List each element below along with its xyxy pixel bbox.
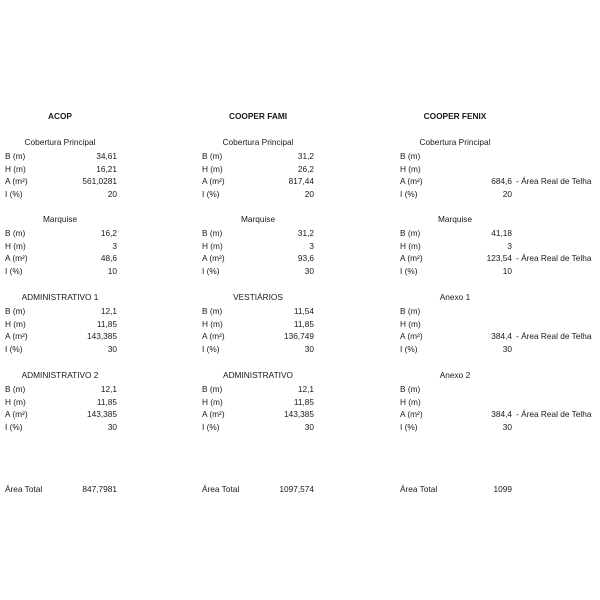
acop-row-label: H (m): [5, 163, 26, 174]
cooper-fenix-row-label: B (m): [400, 150, 421, 161]
cooper-fami-row-label: H (m): [202, 318, 223, 329]
acop-row-value: 143,385: [87, 409, 117, 420]
cooper-fenix-row-label: B (m): [400, 305, 421, 316]
cooper-fenix-title: COOPER FENIX: [423, 111, 487, 121]
cooper-fenix-area-note: - Área Real de Telha: [516, 253, 592, 264]
acop-section-heading: Cobertura Principal: [24, 137, 96, 147]
acop-row-label: I (%): [5, 344, 23, 355]
acop-row-label: B (m): [5, 227, 26, 238]
cooper-fami-row-label: A (m²): [202, 176, 225, 187]
cooper-fenix-row-value: 41,18: [491, 227, 512, 238]
cooper-fami-row-value: 26,2: [297, 163, 314, 174]
acop-row-label: I (%): [5, 189, 23, 200]
cooper-fami-row-label: I (%): [202, 422, 220, 433]
acop-row-value: 11,85: [96, 396, 117, 407]
cooper-fami-row-label: B (m): [202, 305, 223, 316]
cooper-fenix-section-heading: Anexo 2: [439, 370, 471, 380]
cooper-fenix-row-value: 3: [507, 240, 512, 251]
acop-row-label: I (%): [5, 266, 23, 277]
cooper-fami-row-value: 31,2: [297, 150, 314, 161]
cooper-fenix-row-label: H (m): [400, 318, 421, 329]
acop-row-label: A (m²): [5, 409, 28, 420]
acop-row-label: A (m²): [5, 253, 28, 264]
cooper-fami-row-label: I (%): [202, 189, 220, 200]
cooper-fami-row-label: A (m²): [202, 253, 225, 264]
cooper-fami-row-value: 30: [304, 422, 314, 433]
cooper-fenix-section-heading: Marquise: [437, 214, 473, 224]
cooper-fenix-row-value: 384,4: [491, 331, 512, 342]
cooper-fenix-total-value: 1099: [493, 484, 512, 494]
acop-row-value: 30: [107, 422, 117, 433]
acop-section-heading: ADMINISTRATIVO 2: [21, 370, 99, 380]
acop-row-value: 12,1: [100, 305, 117, 316]
cooper-fenix-section-heading: Cobertura Principal: [419, 137, 491, 147]
cooper-fenix-row-label: A (m²): [400, 176, 423, 187]
cooper-fami-row-label: A (m²): [202, 331, 225, 342]
cooper-fami-row-value: 817,44: [288, 176, 314, 187]
cooper-fami-row-value: 11,85: [293, 318, 314, 329]
cooper-fami-row-label: B (m): [202, 227, 223, 238]
acop-row-label: H (m): [5, 318, 26, 329]
cooper-fami-row-label: I (%): [202, 266, 220, 277]
cooper-fenix-row-value: 123,54: [486, 253, 512, 264]
cooper-fenix-row-label: B (m): [400, 227, 421, 238]
cooper-fenix-section-heading: Anexo 1: [439, 292, 471, 302]
cooper-fami-row-label: H (m): [202, 396, 223, 407]
cooper-fenix-row-label: H (m): [400, 163, 421, 174]
cooper-fami-row-value: 30: [304, 344, 314, 355]
cooper-fami-row-value: 11,54: [293, 305, 314, 316]
cooper-fami-total-label: Área Total: [202, 484, 240, 494]
cooper-fenix-area-note: - Área Real de Telha: [516, 409, 592, 420]
acop-row-value: 561,0281: [82, 176, 117, 187]
acop-row-value: 3: [112, 240, 117, 251]
cooper-fami-row-value: 12,1: [297, 383, 314, 394]
cooper-fenix-row-value: 10: [502, 266, 512, 277]
acop-total-label: Área Total: [5, 484, 43, 494]
cooper-fenix-row-label: B (m): [400, 383, 421, 394]
cooper-fenix-row-label: H (m): [400, 396, 421, 407]
acop-row-label: A (m²): [5, 176, 28, 187]
cooper-fami-section-heading: ADMINISTRATIVO: [223, 370, 293, 380]
cooper-fenix-area-note: - Área Real de Telha: [516, 176, 592, 187]
cooper-fami-row-value: 30: [304, 266, 314, 277]
cooper-fami-row-label: A (m²): [202, 409, 225, 420]
cooper-fenix-row-value: 684,6: [491, 176, 512, 187]
cooper-fenix-row-label: I (%): [400, 266, 418, 277]
cooper-fenix-row-value: 30: [502, 344, 512, 355]
cooper-fenix-row-label: A (m²): [400, 331, 423, 342]
acop-section-heading: Marquise: [42, 214, 78, 224]
cooper-fenix-row-label: I (%): [400, 344, 418, 355]
cooper-fami-section-heading: Marquise: [240, 214, 276, 224]
cooper-fami-section-heading: Cobertura Principal: [222, 137, 294, 147]
cooper-fenix-row-label: A (m²): [400, 409, 423, 420]
cooper-fami-row-label: H (m): [202, 163, 223, 174]
cooper-fami-row-value: 93,6: [297, 253, 314, 264]
cooper-fami-section-heading: VESTIÁRIOS: [233, 292, 283, 302]
acop-row-label: H (m): [5, 396, 26, 407]
acop-row-label: B (m): [5, 150, 26, 161]
cooper-fenix-row-label: I (%): [400, 189, 418, 200]
cooper-fami-title: COOPER FAMI: [228, 111, 288, 121]
acop-row-value: 48,6: [100, 253, 117, 264]
acop-title: ACOP: [48, 111, 72, 121]
acop-row-label: B (m): [5, 383, 26, 394]
cooper-fenix-row-value: 384,4: [491, 409, 512, 420]
cooper-fami-row-value: 143,385: [284, 409, 314, 420]
cooper-fami-row-value: 20: [304, 189, 314, 200]
acop-row-value: 34,61: [96, 150, 117, 161]
acop-row-label: B (m): [5, 305, 26, 316]
acop-row-value: 16,2: [100, 227, 117, 238]
acop-row-value: 12,1: [100, 383, 117, 394]
acop-row-value: 16,21: [96, 163, 117, 174]
cooper-fenix-total-label: Área Total: [400, 484, 438, 494]
acop-row-label: H (m): [5, 240, 26, 251]
cooper-fenix-row-label: I (%): [400, 422, 418, 433]
cooper-fenix-row-label: A (m²): [400, 253, 423, 264]
acop-row-value: 11,85: [96, 318, 117, 329]
cooper-fenix-area-note: - Área Real de Telha: [516, 331, 592, 342]
cooper-fami-total-value: 1097,574: [279, 484, 314, 494]
acop-section-heading: ADMINISTRATIVO 1: [21, 292, 99, 302]
acop-row-value: 10: [107, 266, 117, 277]
acop-row-label: I (%): [5, 422, 23, 433]
cooper-fami-row-label: H (m): [202, 240, 223, 251]
cooper-fami-row-label: I (%): [202, 344, 220, 355]
cooper-fenix-row-label: H (m): [400, 240, 421, 251]
cooper-fami-row-value: 31,2: [297, 227, 314, 238]
cooper-fenix-row-value: 20: [502, 189, 512, 200]
cooper-fami-row-value: 3: [309, 240, 314, 251]
acop-row-value: 20: [107, 189, 117, 200]
cooper-fami-row-value: 11,85: [293, 396, 314, 407]
acop-row-value: 143,385: [87, 331, 117, 342]
cooper-fenix-row-value: 30: [502, 422, 512, 433]
acop-row-label: A (m²): [5, 331, 28, 342]
acop-row-value: 30: [107, 344, 117, 355]
cooper-fami-row-value: 136,749: [284, 331, 314, 342]
cooper-fami-row-label: B (m): [202, 383, 223, 394]
acop-total-value: 847,7981: [82, 484, 117, 494]
cooper-fami-row-label: B (m): [202, 150, 223, 161]
